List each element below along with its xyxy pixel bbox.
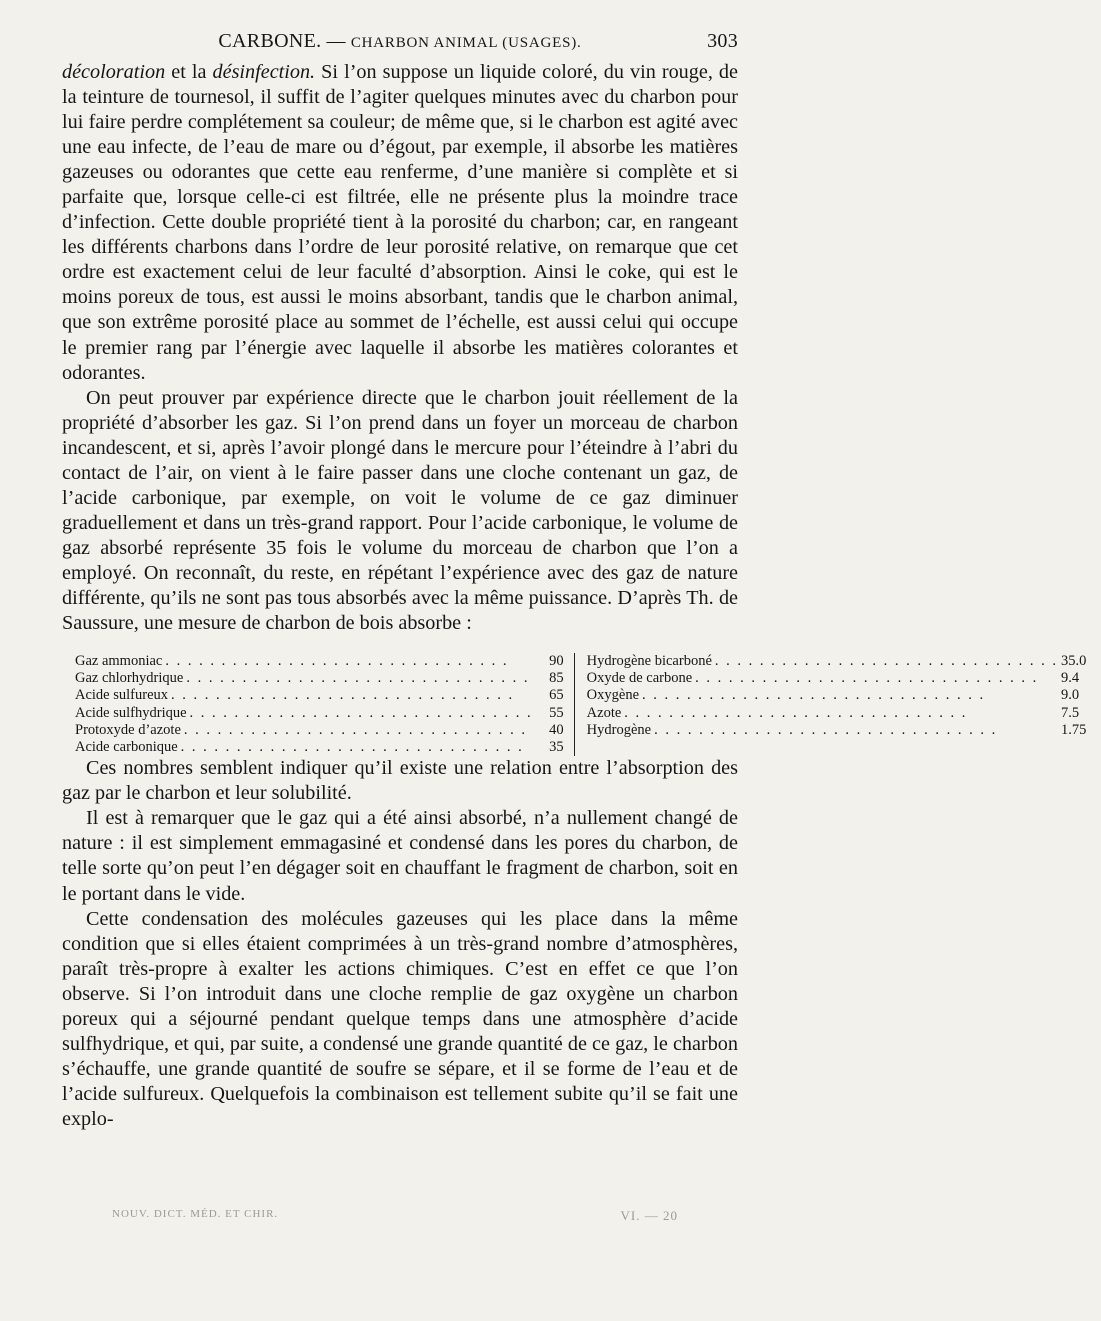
gas-value: 40 [549,721,564,738]
header-subtitle: CHARBON ANIMAL (USAGES). [350,35,582,51]
sheet-number: VI. — 20 [620,1208,678,1223]
leader-dots [178,739,536,756]
paragraph-3: Ces nombres semblent indiquer qu’il existe une relation entre l’absorption des gaz par le charbon et leur solubilité. [62,757,738,805]
gas-name: Acide sulfureux [75,687,169,704]
italic-decoloration: décoloration [62,61,166,83]
table-row [587,687,1101,704]
gas-value: 65 [549,687,564,704]
leader-dots [187,705,536,722]
table-row [75,670,564,687]
gas-value: 35 [549,739,564,756]
body-text [62,60,1087,1132]
running-header [62,30,738,60]
gas-name: Oxygène [586,687,640,704]
leader-dots [692,670,1061,687]
leader-dots [168,687,536,704]
gas-value: 7.5 [1061,704,1080,721]
header-title: CARBONE. [218,30,322,52]
table-row [75,722,564,739]
gas-name: Azote [586,704,622,721]
table-row [587,722,1101,739]
leader-dots [183,670,535,687]
page-number: 303 [707,30,738,52]
gas-value: 90 [549,653,564,670]
leader-dots [181,722,536,739]
table-row [75,687,564,704]
table-left-column [75,653,575,756]
paragraph-4: Il est à remarquer que le gaz qui a été ainsi absorbé, n’a nullement changé de nature : il est simplement emmagasiné et condensé dans les pores du charbon, de telle sorte qu’on peut l’en dégager soit en chauffant le fragment de charbon, soit en le portant dans le vide. [62,807,738,905]
leader-dots [162,653,535,670]
gas-name: Hydrogène [586,721,652,738]
gas-name: Protoxyde d’azote [75,721,181,738]
signature-mark: NOUV. DICT. MÉD. ET CHIR. [112,1208,279,1220]
paragraph-1-part-b: Si l’on suppose un liquide coloré, du vin rouge, de la teinture de tournesol, il suffit de l’agiter quelques minutes avec du charbon pour lui faire perdre complétement sa couleur; de même que, si le charbon est agité avec une eau infecte, de l’eau de mare ou d’égout, par exemple, il absorbe les matières gazeuses ou odorantes que cette eau renferme, d’une manière si complète et si parfaite que, lorsque celle-ci est filtrée, elle ne présente plus la moindre trace d’infection. Cette double propriété tient à la porosité du charbon; car, en rangeant les différents charbons dans l’ordre de leur porosité relative, on remarque que cet ordre est exactement celui de leur faculté d’absorption. Ainsi le coke, qui est le moins poreux de tous, est aussi le moins absorbant, tandis que le charbon animal, que son extrême porosité place au sommet de l’échelle, est aussi celui qui occupe le premier rang par l’énergie avec laquelle il absorbe les matières colorantes et odorantes. [62,61,738,384]
paragraph-1-part-a: et la [165,61,213,83]
leader-dots [712,653,1061,670]
paragraph-2: On peut prouver par expérience directe que le charbon jouit réellement de la propriété d’absorber les gaz. Si l’on prend dans un foyer un morceau de charbon incandescent, et si, après l’avoir plongé dans le mercure pour l’éteindre à l’abri du contact de l’air, on vient à le faire passer dans une cloche contenant un gaz, de l’acide carbonique, par exemple, on voit le volume de ce gaz diminuer graduellement et dans un très-grand rapport. Pour l’acide carbonique, le volume de gaz absorbé représente 35 fois le volume du morceau de charbon que l’on a employé. On reconnaît, du reste, en répétant l’expérience avec des gaz de nature différente, qu’ils ne sont pas tous absorbés avec la même puissance. D’après Th. de Saussure, une mesure de charbon de bois absorbe : [62,386,738,635]
paragraph-5: Cette condensation des molécules gazeuses qui les place dans la même condition que si elles étaient comprimées à un très-grand nombre d’atmosphères, paraît très-propre à exalter les actions chimiques. C’est en effet ce que l’on observe. Si l’on introduit dans une cloche remplie de gaz oxygène un charbon poreux qui a séjourné pendant quelque temps dans une atmosphère d’acide sulfhydrique, et qui, par suite, a condensé une grande quantité de ce gaz, le charbon s’échauffe, une grande quantité de soufre se sépare, et il se forme de l’eau et de l’acide sulfureux. Quelquefois la combinaison est tellement subite qu’il se fait une explo- [62,907,738,1130]
table-row [587,705,1101,722]
paragraph-1 [62,60,738,386]
leader-dots [651,722,1061,739]
gas-value: 9.4 [1061,670,1080,687]
table-row [75,653,564,670]
gas-value: 9.0 [1061,687,1080,704]
gas-value: 1.75 [1061,721,1087,738]
table-row [587,670,1101,687]
gas-value: 85 [549,670,564,687]
gas-name: Gaz chlorhydrique [75,670,184,687]
gas-name: Acide sulfhydrique [75,704,187,721]
leader-dots [639,687,1061,704]
leader-dots [621,705,1061,722]
table-row [75,705,564,722]
italic-desinfection: désinfection. [212,61,316,83]
gas-value: 35.0 [1061,653,1087,670]
gas-absorption-table [75,653,1087,756]
gas-name: Acide carbonique [75,739,178,756]
table-right-column [575,653,1101,756]
gas-value: 55 [549,704,564,721]
table-row [75,739,564,756]
gas-name: Oxyde de carbone [586,670,693,687]
gas-name: Hydrogène bicarboné [586,653,712,670]
header-dash: — [326,31,346,52]
gas-name: Gaz ammoniac [75,653,163,670]
table-row [587,653,1101,670]
